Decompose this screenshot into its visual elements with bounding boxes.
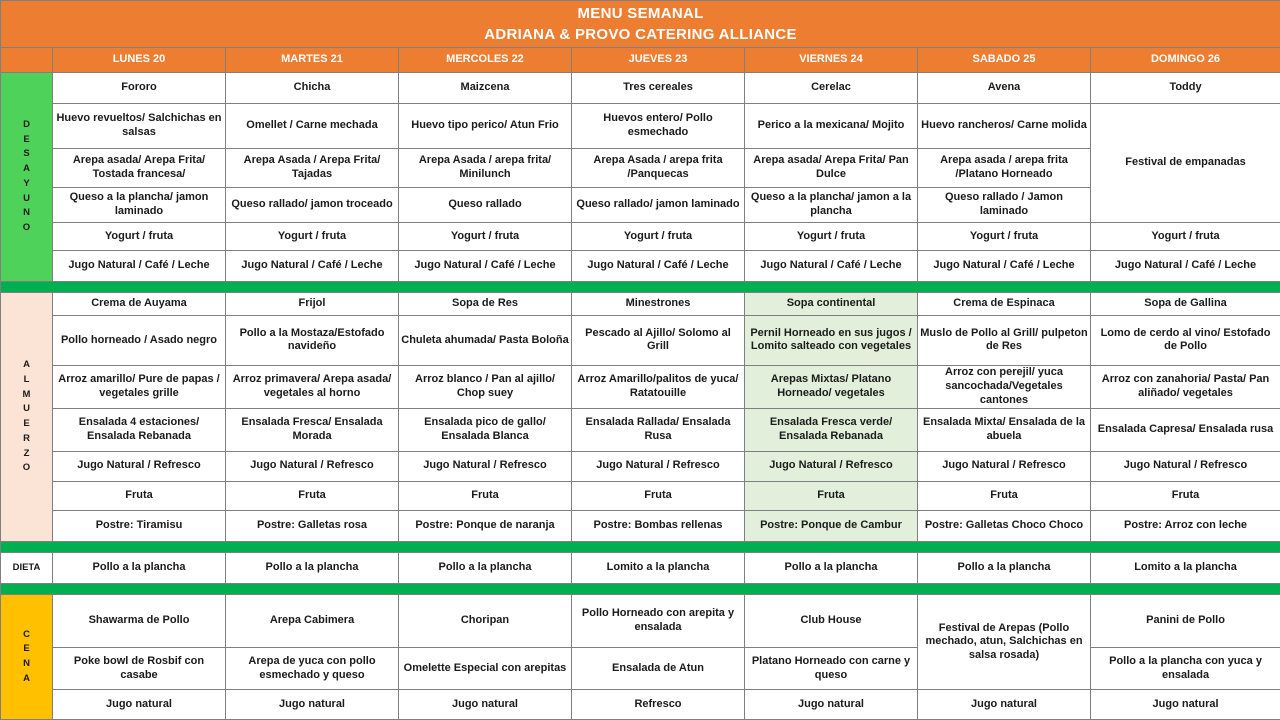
section-label-desayuno	[1, 72, 53, 282]
menu-cell: Minestrones	[572, 293, 745, 315]
menu-cell: Club House	[745, 595, 918, 648]
menu-cell: Jugo Natural / Refresco	[918, 452, 1091, 482]
menu-cell: Jugo natural	[918, 690, 1091, 720]
menu-cell: Yogurt / fruta	[745, 222, 918, 251]
menu-cell: Jugo natural	[226, 690, 399, 720]
menu-cell: Avena	[918, 72, 1091, 104]
almuerzo-row-fruit	[1, 481, 1280, 511]
section-label-letter: U	[23, 192, 30, 204]
menu-cell: Shawarma de Pollo	[53, 595, 226, 648]
almuerzo-row-salad	[1, 409, 1280, 452]
menu-cell: Lomo de cerdo al vino/ Estofado de Pollo	[1091, 315, 1280, 365]
menu-cell: Jugo Natural / Refresco	[53, 452, 226, 482]
menu-cell: Choripan	[399, 595, 572, 648]
menu-cell: Ensalada Fresca/ Ensalada Morada	[226, 409, 399, 452]
saturday-festival-cell: Festival de Arepas (Pollo mechado, atun, Salchichas en salsa rosada)	[918, 595, 1091, 690]
section-label-letter: U	[23, 403, 30, 415]
menu-cell: Arepa Asada / Arepa Frita/ Tajadas	[226, 149, 399, 188]
desayuno-row-yogurt	[1, 222, 1280, 251]
menu-cell: Perico a la mexicana/ Mojito	[745, 104, 918, 149]
menu-cell: Jugo Natural / Refresco	[226, 452, 399, 482]
section-label-dieta: DIETA	[1, 553, 53, 584]
menu-cell: Fororo	[53, 72, 226, 104]
menu-cell: Queso rallado/ jamon troceado	[226, 188, 399, 223]
menu-cell: Postre: Arroz con leche	[1091, 511, 1280, 542]
menu-cell-highlighted: Ensalada Fresca verde/ Ensalada Rebanada	[745, 409, 918, 452]
menu-cell: Pollo a la plancha	[918, 553, 1091, 584]
day-header: SABADO 25	[918, 48, 1091, 73]
menu-cell: Jugo Natural / Refresco	[399, 452, 572, 482]
menu-cell: Pollo a la Mostaza/Estofado navideño	[226, 315, 399, 365]
section-label-letter: L	[23, 374, 30, 386]
section-separator	[1, 583, 1280, 594]
menu-cell: Huevo rancheros/ Carne molida	[918, 104, 1091, 149]
menu-cell: Maizcena	[399, 72, 572, 104]
menu-cell: Jugo natural	[1091, 690, 1280, 720]
section-label-letter: S	[23, 148, 30, 160]
menu-cell: Platano Horneado con carne y queso	[745, 648, 918, 690]
menu-cell-highlighted: Sopa continental	[745, 293, 918, 315]
menu-cell: Arroz con perejil/ yuca sancochada/Vegetales cantones	[918, 365, 1091, 408]
menu-title-line2: ADRIANA & PROVO CATERING ALLIANCE	[484, 26, 797, 43]
menu-cell: Jugo Natural / Refresco	[1091, 452, 1280, 482]
desayuno-row-protein	[1, 104, 1280, 149]
corner-cell	[1, 48, 53, 73]
menu-cell-highlighted: Postre: Ponque de Cambur	[745, 511, 918, 542]
menu-cell: Lomito a la plancha	[1091, 553, 1280, 584]
menu-cell: Omelette Especial con arepitas	[399, 648, 572, 690]
menu-cell: Yogurt / fruta	[918, 222, 1091, 251]
menu-cell: Crema de Espinaca	[918, 293, 1091, 315]
menu-cell: Ensalada Rallada/ Ensalada Rusa	[572, 409, 745, 452]
menu-cell: Arroz con zanahoria/ Pasta/ Pan aliñado/ vegetales	[1091, 365, 1280, 408]
menu-cell: Panini de Pollo	[1091, 595, 1280, 648]
menu-cell: Jugo natural	[399, 690, 572, 720]
menu-cell: Queso rallado	[399, 188, 572, 223]
menu-cell: Fruta	[226, 481, 399, 511]
menu-cell: Arroz amarillo/ Pure de papas / vegetales grille	[53, 365, 226, 408]
menu-cell: Yogurt / fruta	[399, 222, 572, 251]
menu-cell: Jugo Natural / Refresco	[572, 452, 745, 482]
section-label-letter: E	[23, 418, 30, 430]
menu-cell: Fruta	[53, 481, 226, 511]
almuerzo-row-sides	[1, 365, 1280, 408]
menu-cell: Postre: Ponque de naranja	[399, 511, 572, 542]
menu-cell: Tres cereales	[572, 72, 745, 104]
menu-cell-highlighted: Jugo Natural / Refresco	[745, 452, 918, 482]
dieta-row	[1, 553, 1280, 584]
section-label-letter: O	[22, 221, 31, 233]
menu-cell: Postre: Galletas rosa	[226, 511, 399, 542]
day-header: DOMINGO 26	[1091, 48, 1280, 73]
menu-cell: Arepa de yuca con pollo esmechado y queso	[226, 648, 399, 690]
menu-cell: Jugo Natural / Café / Leche	[745, 251, 918, 282]
menu-cell: Jugo Natural / Café / Leche	[918, 251, 1091, 282]
menu-cell: Huevo tipo perico/ Atun Frio	[399, 104, 572, 149]
menu-cell: Muslo de Pollo al Grill/ pulpeton de Res	[918, 315, 1091, 365]
menu-cell: Cerelac	[745, 72, 918, 104]
menu-cell: Fruta	[399, 481, 572, 511]
menu-cell: Huevos entero/ Pollo esmechado	[572, 104, 745, 149]
menu-title-line1: MENU SEMANAL	[577, 5, 704, 22]
menu-cell: Arepa asada/ Arepa Frita/ Pan Dulce	[745, 149, 918, 188]
menu-cell-highlighted: Pernil Horneado en sus jugos / Lomito salteado con vegetales	[745, 315, 918, 365]
day-header: LUNES 20	[53, 48, 226, 73]
menu-cell: Jugo natural	[745, 690, 918, 720]
cena-row-1	[1, 595, 1280, 648]
menu-cell: Pollo a la plancha	[226, 553, 399, 584]
sunday-festival-cell: Festival de empanadas	[1091, 104, 1280, 223]
menu-cell: Jugo Natural / Café / Leche	[226, 251, 399, 282]
section-label-letter: Y	[23, 177, 30, 189]
section-label-letter: M	[22, 388, 31, 400]
menu-cell: Fruta	[918, 481, 1091, 511]
menu-cell: Pollo Horneado con arepita y ensalada	[572, 595, 745, 648]
desayuno-row-cheese	[1, 188, 1280, 223]
menu-cell-highlighted: Arepas Mixtas/ Platano Horneado/ vegetales	[745, 365, 918, 408]
menu-cell: Fruta	[572, 481, 745, 511]
menu-cell: Sopa de Res	[399, 293, 572, 315]
menu-cell: Refresco	[572, 690, 745, 720]
section-label-letter: E	[23, 133, 30, 145]
section-label-letter: C	[23, 628, 30, 640]
menu-cell: Queso a la plancha/ jamon a la plancha	[745, 188, 918, 223]
section-label-letter: A	[23, 163, 30, 175]
menu-cell: Arepa Asada / arepa frita /Panquecas	[572, 149, 745, 188]
menu-cell: Sopa de Gallina	[1091, 293, 1280, 315]
menu-cell: Queso rallado / Jamon laminado	[918, 188, 1091, 223]
menu-cell: Arroz blanco / Pan al ajillo/ Chop suey	[399, 365, 572, 408]
menu-cell: Ensalada pico de gallo/ Ensalada Blanca	[399, 409, 572, 452]
menu-cell: Chicha	[226, 72, 399, 104]
menu-cell: Ensalada Capresa/ Ensalada rusa	[1091, 409, 1280, 452]
menu-cell: Pescado al Ajillo/ Solomo al Grill	[572, 315, 745, 365]
menu-cell: Yogurt / fruta	[1091, 222, 1280, 251]
menu-cell: Postre: Tiramisu	[53, 511, 226, 542]
almuerzo-row-main	[1, 315, 1280, 365]
desayuno-row-drink	[1, 72, 1280, 104]
menu-cell: Ensalada de Atun	[572, 648, 745, 690]
section-label-letter: A	[23, 672, 30, 684]
section-label-letter: Z	[23, 447, 30, 459]
menu-cell: Jugo Natural / Café / Leche	[572, 251, 745, 282]
menu-cell: Yogurt / fruta	[53, 222, 226, 251]
menu-cell: Jugo natural	[53, 690, 226, 720]
desayuno-row-bread	[1, 149, 1280, 188]
day-header: VIERNES 24	[745, 48, 918, 73]
almuerzo-row-dessert	[1, 511, 1280, 542]
menu-cell: Toddy	[1091, 72, 1280, 104]
section-label-letter: D	[23, 118, 30, 130]
days-header-row	[1, 48, 1280, 73]
menu-cell: Pollo a la plancha	[745, 553, 918, 584]
menu-cell: Fruta	[1091, 481, 1280, 511]
menu-cell: Arroz primavera/ Arepa asada/ vegetales al horno	[226, 365, 399, 408]
menu-cell-highlighted: Fruta	[745, 481, 918, 511]
section-label-letter: A	[23, 359, 30, 371]
menu-cell: Jugo Natural / Café / Leche	[399, 251, 572, 282]
section-label-cena	[1, 595, 53, 720]
menu-cell: Jugo Natural / Café / Leche	[1091, 251, 1280, 282]
menu-cell: Arepa asada/ Arepa Frita/ Tostada francesa/	[53, 149, 226, 188]
menu-cell: Crema de Auyama	[53, 293, 226, 315]
cena-row-drinks	[1, 690, 1280, 720]
menu-cell: Arepa Asada / arepa frita/ Minilunch	[399, 149, 572, 188]
menu-cell: Lomito a la plancha	[572, 553, 745, 584]
menu-cell: Postre: Bombas rellenas	[572, 511, 745, 542]
desayuno-row-juice	[1, 251, 1280, 282]
menu-title	[1, 1, 1280, 48]
menu-cell: Huevo revueltos/ Salchichas en salsas	[53, 104, 226, 149]
section-label-letter: N	[23, 658, 30, 670]
menu-cell: Jugo Natural / Café / Leche	[53, 251, 226, 282]
section-separator	[1, 542, 1280, 553]
menu-cell: Ensalada Mixta/ Ensalada de la abuela	[918, 409, 1091, 452]
section-label-almuerzo	[1, 293, 53, 542]
menu-cell: Poke bowl de Rosbif con casabe	[53, 648, 226, 690]
day-header: MARTES 21	[226, 48, 399, 73]
section-label-letter: O	[22, 462, 31, 474]
menu-cell: Pollo horneado / Asado negro	[53, 315, 226, 365]
section-label-letter: E	[23, 643, 30, 655]
menu-cell: Queso a la plancha/ jamon laminado	[53, 188, 226, 223]
section-label-letter: N	[23, 207, 30, 219]
menu-cell: Frijol	[226, 293, 399, 315]
menu-cell: Yogurt / fruta	[226, 222, 399, 251]
menu-cell: Pollo a la plancha con yuca y ensalada	[1091, 648, 1280, 690]
menu-cell: Ensalada 4 estaciones/ Ensalada Rebanada	[53, 409, 226, 452]
menu-cell: Postre: Galletas Choco Choco	[918, 511, 1091, 542]
day-header: JUEVES 23	[572, 48, 745, 73]
day-header: MERCOLES 22	[399, 48, 572, 73]
menu-cell: Yogurt / fruta	[572, 222, 745, 251]
section-separator	[1, 282, 1280, 293]
menu-cell: Arepa asada / arepa frita /Platano Horneado	[918, 149, 1091, 188]
almuerzo-row-soup	[1, 293, 1280, 315]
menu-cell: Arroz Amarillo/palitos de yuca/ Ratatouille	[572, 365, 745, 408]
menu-cell: Pollo a la plancha	[53, 553, 226, 584]
almuerzo-row-juice	[1, 452, 1280, 482]
menu-cell: Pollo a la plancha	[399, 553, 572, 584]
section-label-letter: R	[23, 432, 30, 444]
menu-cell: Arepa Cabimera	[226, 595, 399, 648]
menu-cell: Omellet / Carne mechada	[226, 104, 399, 149]
menu-cell: Chuleta ahumada/ Pasta Boloña	[399, 315, 572, 365]
menu-cell: Queso rallado/ jamon laminado	[572, 188, 745, 223]
